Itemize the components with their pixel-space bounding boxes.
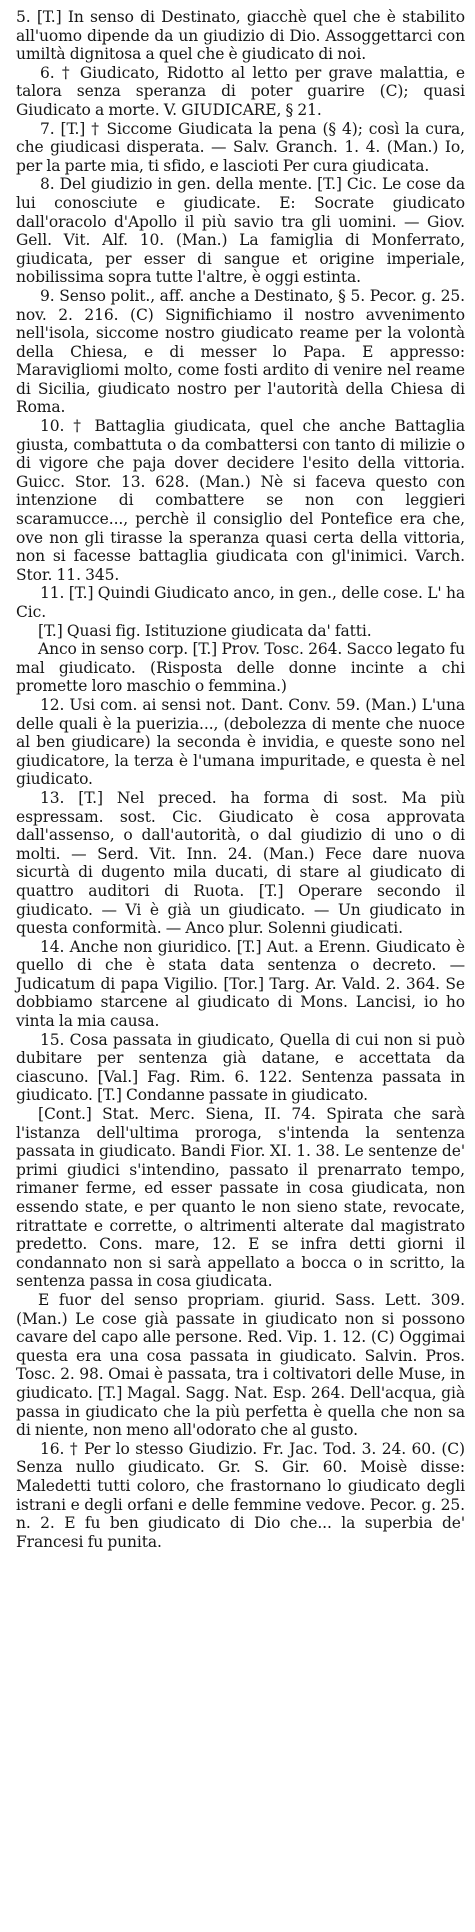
entry-12: 12. Usi com. ai sensi not. Dant. Conv. 59. (Man.) L'una delle quali è la puerizia..., (debolezza di mente che nuoce al ben giudicare) la seconda è invidia, e queste sono nel giudicatore, la terza è l'umana impuritade, e questa è nel giudicato.	[16, 695, 465, 789]
entry-15: 15. Cosa passata in giudicato, Quella di cui non si può dubitare per sentenza già datane, e accettata da ciascuno. [Val.] Fag. Rim. 6. 122. Sentenza passata in giudicato. [T.] Condanne passate in giudicato.	[16, 1030, 465, 1105]
entry-11-corp: Anco in senso corp. [T.] Prov. Tosc. 264. Sacco legato fu mal giudicato. (Risposta delle donne incinte a chi promette loro maschio o femmina.)	[16, 640, 465, 696]
entry-15-fuor: E fuor del senso propriam. giurid. Sass. Lett. 309. (Man.) Le cose già passate in giudicato non si possono cavare del capo alle persone. Red. Vip. 1. 12. (C) Oggimai questa era una cosa passata in giudicato. Salvin. Pros. Tosc. 2. 98. Omai è passata, tra i coltivatori delle Muse, in giudicato. [T.] Magal. Sagg. Nat. Esp. 264. Dell'acqua, già passa in giudicato che la più perfetta è quella che non sa di niente, non meno all'odorato che al gusto.	[16, 1290, 465, 1440]
entry-9: 9. Senso polit., aff. anche a Destinato, § 5. Pecor. g. 25. nov. 2. 216. (C) Significhiamo il nostro avvenimento nell'isola, siccome nostro giudicato reame per la volontà della Chiesa, e di messer lo Papa. E appresso: Maravigliomi molto, come fosti ardito di venire nel reame di Sicilia, giudicato nostro per l'autorità della Chiesa di Roma.	[16, 286, 465, 417]
entry-16: 16. † Per lo stesso Giudizio. Fr. Jac. Tod. 3. 24. 60. (C) Senza nullo giudicato. Gr. S. Gir. 60. Moisè disse: Maledetti tutti coloro, che frastornano lo giudicato degli istrani e degli orfani e delle femmine vedove. Pecor. g. 25. n. 2. E fu ben giudicato di Dio che... la superbia de' Francesi fu punita.	[16, 1439, 465, 1551]
entry-10: 10. † Battaglia giudicata, quel che anche Battaglia giusta, combattuta o da combattersi con tanto di milizie o di vigore che paja dover decidere l'esito della vittoria. Guicc. Stor. 13. 628. (Man.) Nè si faceva questo con intenzione di combattere se non con leggieri scaramucce..., perchè il consiglio del Pontefice era che, ove non gli tirasse la speranza quasi certa della vittoria, non si facesse battaglia giudicata con gl'inimici. Varch. Stor. 11. 345.	[16, 417, 465, 584]
entry-15-cont: [Cont.] Stat. Merc. Siena, II. 74. Spirata che sarà l'istanza dell'ultima proroga, s'intenda la sentenza passata in giudicato. Bandi Fior. XI. 1. 38. Le sentenze de' primi giudici s'intendino, passato il prenarrato tempo, rimaner ferme, ed esser passate in cosa giudicata, non essendo state, e per quanto le non sieno state, revocate, ritrattate e corrette, o altrimenti alterate dal magistrato predetto. Cons. mare, 12. E se infra detti giorni il condannato non si sarà appellato a bocca o in scritto, la sentenza passa in cosa giudicata.	[16, 1105, 465, 1291]
entry-7: 7. [T.] † Siccome Giudicata la pena (§ 4); così la cura, che giudicasi disperata. — Salv. Granch. 1. 4. (Man.) Io, per la parte mia, ti sfido, e lascioti Per cura giudicata.	[16, 119, 465, 175]
entry-14: 14. Anche non giuridico. [T.] Aut. a Erenn. Giudicato è quello di che è stata data sentenza o decreto. — Judicatum di papa Vigilio. [Tor.] Targ. Ar. Vald. 2. 364. Se dobbiamo starcene al giudicato di Mons. Lancisi, io ho vinta la mia causa.	[16, 937, 465, 1031]
entry-13: 13. [T.] Nel preced. ha forma di sost. Ma più espressam. sost. Cic. Giudicato è cosa approvata dall'assenso, o dall'autorità, o dal giudizio di uno o di molti. — Serd. Vit. Inn. 24. (Man.) Fece dare nuova sicurtà di dugento mila ducati, di stare al giudicato di quattro auditori di Ruota. [T.] Operare secondo il giudicato. — Vi è già un giudicato. — Un giudicato in questa conformità. — Anco plur. Solenni giudicati.	[16, 788, 465, 938]
entry-8: 8. Del giudizio in gen. della mente. [T.] Cic. Le cose da lui conosciute e giudicate. E: Socrate giudicato dall'oracolo d'Apollo il più savio tra gli uomini. — Giov. Gell. Vit. Alf. 10. (Man.) La famiglia di Monferrato, giudicata, per esser di sangue et origine imperiale, nobilissima sopra tutte l'altre, è oggi estinta.	[16, 175, 465, 287]
entry-11-fig: [T.] Quasi fig. Istituzione giudicata da' fatti.	[38, 621, 372, 640]
entry-5: 5. [T.] In senso di Destinato, giacchè quel che è stabilito all'uomo dipende da un giudizio di Dio. Assoggettarci con umiltà dignitosa a quel che è giudicato di noi.	[16, 8, 465, 64]
entry-6: 6. † Giudicato, Ridotto al letto per grave malattia, e talora senza speranza di poter guarire (C); quasi Giudicato a morte. V. GIUDICARE, § 21.	[16, 63, 465, 119]
entry-list	[16, 8, 465, 1551]
entry-11: 11. [T.] Quindi Giudicato anco, in gen., delle cose. L' ha Cic.	[16, 584, 465, 621]
